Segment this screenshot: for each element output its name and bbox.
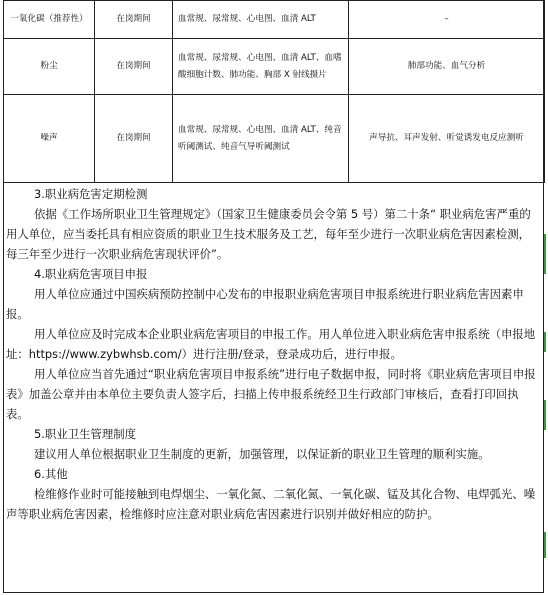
hazard-factor-cell: 粉尘 — [4, 39, 95, 95]
paragraph: 依据《工作场所职业卫生管理规定》（国家卫生健康委员会令第 5 号）第二十条“ 职业病危害严重的用人单位，应当委托具有相应资质的职业卫生技术服务及工艺，每年至少进行一次职业病危害因素检测，每三年至少进行一次职业病危害现状评价”。 — [6, 207, 531, 261]
section-heading: 3.职业病危害定期检测 — [34, 187, 148, 201]
exam-items-cell: 血常规、尿常规、心电图、血清 ALT、血嗜酸细胞计数、肺功能、胸部 X 射线摄片 — [173, 39, 349, 95]
margin-marker — [544, 532, 546, 558]
paragraph: 用人单位应当首先通过“职业病危害项目申报系统”进行电子数据申报，同时将《职业病危害项目申报表》加盖公章并由本单位主要负责人签字后，扫描上传申报系统经卫生行政部门审核后，查看打印回执表。 — [6, 367, 536, 421]
target-disease-cell: – — [349, 1, 545, 39]
section-heading: 5.职业卫生管理制度 — [34, 427, 136, 441]
exam-items-cell: 血常规、尿常规、心电图、血清 ALT — [173, 1, 349, 39]
table-row — [4, 1, 545, 39]
target-disease-cell: 肺部功能、血气分析 — [349, 39, 545, 95]
exam-items-cell: 血常规、尿常规、心电图、血清 ALT、纯音听阈测试、纯音气导听阈测试 — [173, 95, 349, 183]
margin-marker — [544, 400, 546, 430]
document-body — [6, 184, 541, 524]
table-row — [4, 95, 545, 183]
period-cell: 在岗期间 — [95, 95, 173, 183]
section-heading: 4.职业病危害项目申报 — [34, 267, 148, 281]
paragraph: 建议用人单位根据职业卫生制度的更新，加强管理，以保证新的职业卫生管理的顺利实施。 — [34, 447, 490, 461]
health-exam-table — [3, 0, 545, 183]
margin-marker — [544, 234, 546, 274]
section-heading: 6.其他 — [34, 467, 68, 481]
paragraph: 用人单位应及时完成本企业职业病危害项目的申报工作。用人单位进入职业病危害申报系统（申报地址：https://www.zybwhsb.com/）进行注册/登录，登录成功后，进行申报。 — [6, 327, 536, 361]
paragraph: 检维修作业时可能接触到电焊烟尘、一氧化氮、二氧化氮、一氧化碳、锰及其化合物、电焊弧光、噪声等职业病危害因素，检维修时应注意对职业病危害因素进行识别并做好相应的防护。 — [6, 487, 536, 521]
hazard-factor-cell: 噪声 — [4, 95, 95, 183]
table-row — [4, 39, 545, 95]
period-cell: 在岗期间 — [95, 39, 173, 95]
period-cell: 在岗期间 — [95, 1, 173, 39]
hazard-factor-cell: 一氧化碳（推荐性） — [4, 1, 95, 39]
paragraph: 用人单位应通过中国疾病预防控制中心发布的申报职业病危害项目申报系统进行职业病危害因素申报。 — [6, 287, 524, 321]
target-disease-cell: 声导抗、耳声发射、听觉诱发电反应测听 — [349, 95, 545, 183]
margin-marker — [544, 332, 546, 352]
